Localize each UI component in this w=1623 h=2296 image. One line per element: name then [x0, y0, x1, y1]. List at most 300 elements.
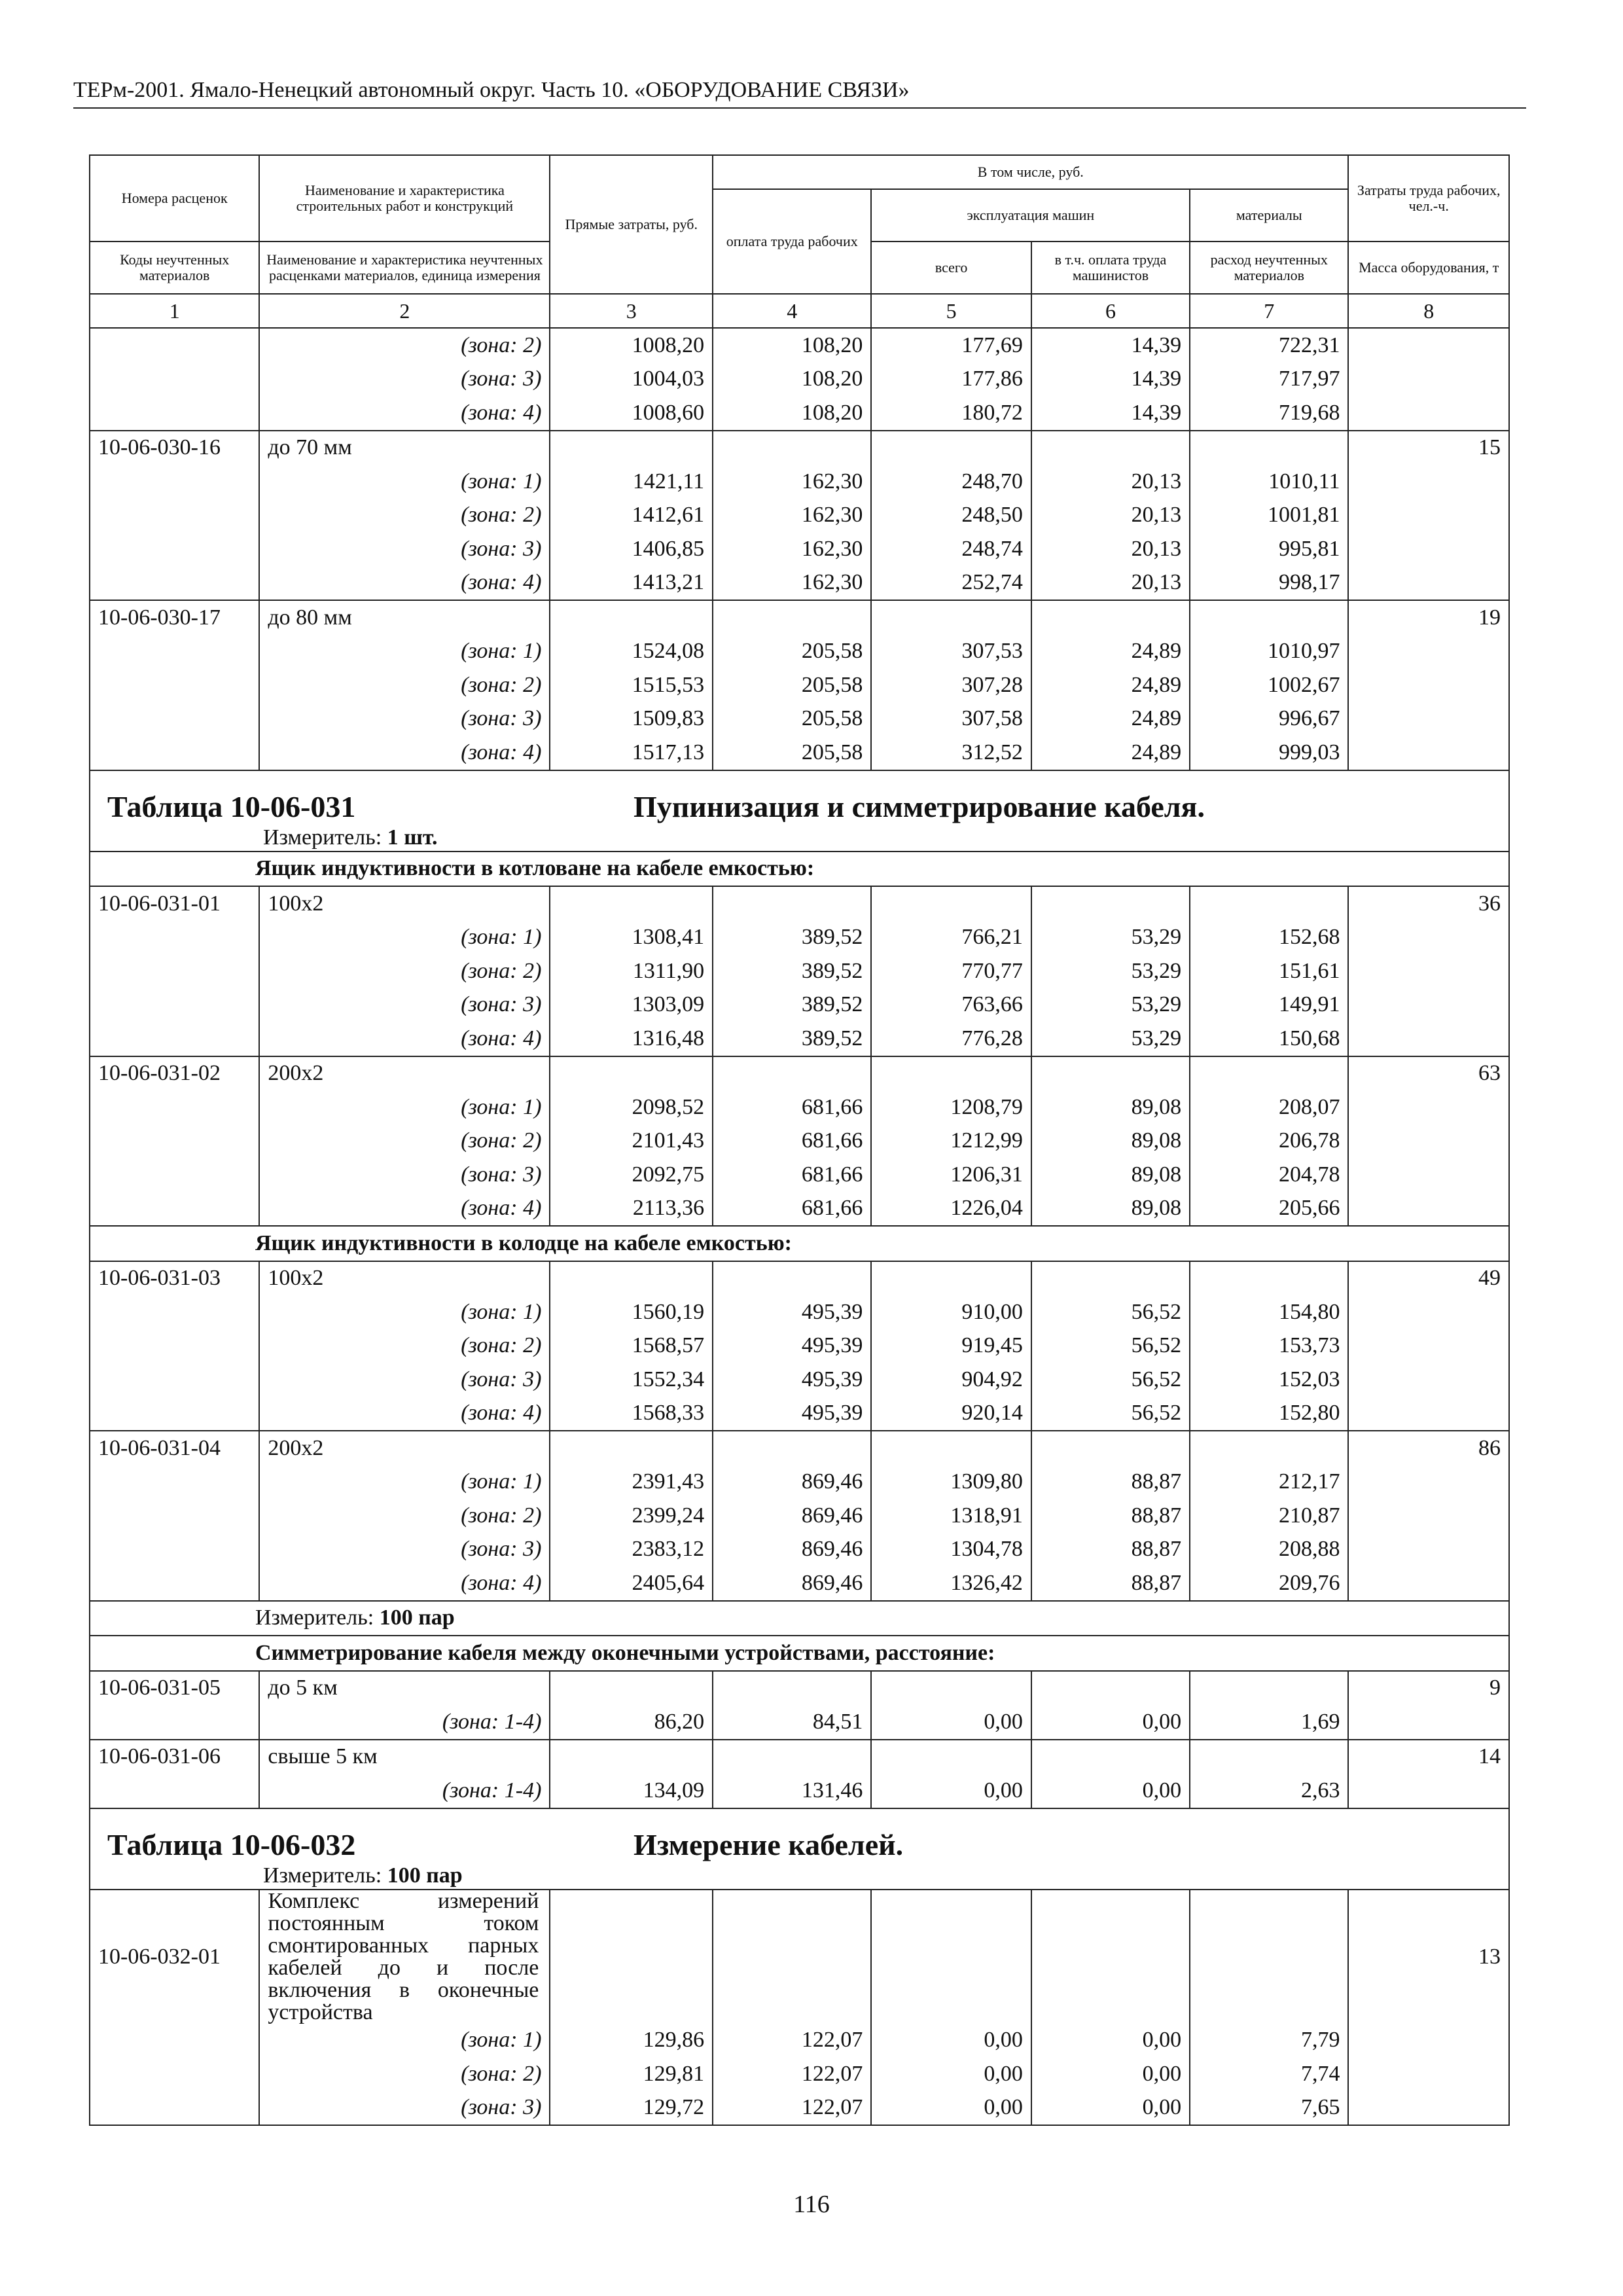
worker-pay: 122,07: [713, 2024, 871, 2058]
direct-cost: 1303,09: [550, 988, 713, 1022]
blank-cell: [1348, 736, 1509, 770]
materials-cost: 151,61: [1190, 954, 1348, 988]
blank-cell: [871, 1890, 1031, 2024]
rates-table: [89, 154, 1510, 2126]
col-header-1a: Номера расценок: [90, 155, 259, 242]
direct-cost: 1008,60: [550, 396, 713, 431]
machine-total: 910,00: [871, 1295, 1031, 1329]
rate-name: 100х2: [259, 1261, 550, 1296]
blank-cell: [1348, 1295, 1509, 1329]
zone-row: [90, 363, 1509, 397]
machine-total: 248,50: [871, 499, 1031, 533]
blank-cell: [90, 2057, 259, 2091]
col-header-4: оплата труда рабочих: [713, 189, 871, 294]
zone-label: (зона: 4): [259, 566, 550, 601]
direct-cost: 1515,53: [550, 668, 713, 702]
rate-name: 100х2: [259, 886, 550, 921]
worker-pay: 84,51: [713, 1705, 871, 1740]
machinist-pay: 24,89: [1031, 668, 1190, 702]
rate-head-row: [90, 1431, 1509, 1465]
machine-total: 0,00: [871, 1705, 1031, 1740]
rate-head-row: [90, 886, 1509, 921]
col-number: 3: [550, 294, 713, 328]
col-header-mat: материалы: [1190, 189, 1348, 242]
worker-pay: 205,58: [713, 635, 871, 669]
rate-code: 10-06-031-02: [90, 1056, 259, 1091]
blank-cell: [1031, 1056, 1190, 1091]
col-header-8a: Затраты труда рабочих, чел.-ч.: [1348, 155, 1509, 242]
zone-label: (зона: 3): [259, 2091, 550, 2126]
machine-total: 1206,31: [871, 1158, 1031, 1192]
direct-cost: 129,86: [550, 2024, 713, 2058]
col-number: 7: [1190, 294, 1348, 328]
direct-cost: 2391,43: [550, 1465, 713, 1499]
worker-pay: 681,66: [713, 1124, 871, 1158]
zone-label: (зона: 2): [259, 668, 550, 702]
machine-total: 920,14: [871, 1397, 1031, 1431]
machine-total: 1226,04: [871, 1192, 1031, 1227]
measure-label: Измеритель:: [263, 825, 382, 850]
direct-cost: 1413,21: [550, 566, 713, 601]
blank-cell: [1348, 396, 1509, 431]
col-number: 8: [1348, 294, 1509, 328]
zone-label: (зона: 1): [259, 465, 550, 499]
direct-cost: 1560,19: [550, 1295, 713, 1329]
blank-cell: [90, 328, 259, 363]
blank-cell: [550, 600, 713, 635]
machine-total: 1208,79: [871, 1090, 1031, 1124]
worker-pay: 495,39: [713, 1329, 871, 1363]
worker-pay: 869,46: [713, 1533, 871, 1567]
blank-cell: [871, 600, 1031, 635]
blank-cell: [713, 1890, 871, 2024]
blank-cell: [90, 1090, 259, 1124]
zone-label: (зона: 3): [259, 1533, 550, 1567]
machine-total: 919,45: [871, 1329, 1031, 1363]
machine-total: 0,00: [871, 2091, 1031, 2126]
rate-head-row: [90, 1671, 1509, 1706]
materials-cost: 2,63: [1190, 1774, 1348, 1808]
blank-cell: [1348, 988, 1509, 1022]
zone-label: (зона: 3): [259, 363, 550, 397]
zone-row: [90, 465, 1509, 499]
col-header-3: Прямые затраты, руб.: [550, 155, 713, 294]
blank-cell: [90, 921, 259, 955]
zone-label: (зона: 4): [259, 1192, 550, 1227]
blank-cell: [90, 1022, 259, 1056]
direct-cost: 1568,57: [550, 1329, 713, 1363]
col-number: 1: [90, 294, 259, 328]
machine-total: 1326,42: [871, 1566, 1031, 1601]
zone-label: (зона: 1): [259, 635, 550, 669]
running-header: ТЕРм-2001. Ямало-Ненецкий автономный округ. Часть 10. «ОБОРУДОВАНИЕ СВЯЗИ»: [73, 77, 1526, 109]
worker-pay: 495,39: [713, 1363, 871, 1397]
machinist-pay: 53,29: [1031, 1022, 1190, 1056]
zone-row: [90, 1158, 1509, 1192]
zone-label: (зона: 1-4): [259, 1774, 550, 1808]
direct-cost: 134,09: [550, 1774, 713, 1808]
direct-cost: 2399,24: [550, 1499, 713, 1533]
blank-cell: [871, 431, 1031, 465]
zone-row: [90, 1124, 1509, 1158]
machine-total: 180,72: [871, 396, 1031, 431]
blank-cell: [1190, 1740, 1348, 1774]
blank-cell: [90, 1158, 259, 1192]
zone-label: (зона: 1): [259, 921, 550, 955]
machinist-pay: 56,52: [1031, 1329, 1190, 1363]
table-section-032: [90, 1808, 1509, 1890]
blank-cell: [1031, 600, 1190, 635]
blank-cell: [90, 702, 259, 736]
direct-cost: 86,20: [550, 1705, 713, 1740]
blank-cell: [713, 886, 871, 921]
blank-cell: [1348, 465, 1509, 499]
blank-cell: [1348, 2091, 1509, 2126]
rate-code: 10-06-031-01: [90, 886, 259, 921]
zone-label: (зона: 3): [259, 702, 550, 736]
blank-cell: [1348, 2057, 1509, 2091]
machinist-pay: 89,08: [1031, 1192, 1190, 1227]
materials-cost: 995,81: [1190, 532, 1348, 566]
measure-line: [90, 1601, 1509, 1636]
machinist-pay: 0,00: [1031, 1774, 1190, 1808]
blank-cell: [1348, 2024, 1509, 2058]
rate-code: 10-06-031-03: [90, 1261, 259, 1296]
blank-cell: [713, 1056, 871, 1091]
worker-pay: 122,07: [713, 2091, 871, 2126]
section-heading: Ящик индуктивности в котловане на кабеле емкостью:: [90, 852, 1509, 887]
blank-cell: [1348, 1499, 1509, 1533]
section-2: [90, 1226, 1509, 1261]
col-number: 5: [871, 294, 1031, 328]
rate-name: 200х2: [259, 1431, 550, 1465]
machine-total: 770,77: [871, 954, 1031, 988]
rate-name: до 5 км: [259, 1671, 550, 1706]
blank-cell: [90, 1295, 259, 1329]
worker-pay: 131,46: [713, 1774, 871, 1808]
zone-row: [90, 499, 1509, 533]
materials-cost: 209,76: [1190, 1566, 1348, 1601]
worker-pay: 389,52: [713, 1022, 871, 1056]
blank-cell: [1348, 532, 1509, 566]
measure-value: 100 пар: [379, 1605, 455, 1630]
worker-pay: 108,20: [713, 328, 871, 363]
materials-cost: 150,68: [1190, 1022, 1348, 1056]
blank-cell: [1348, 1158, 1509, 1192]
machinist-pay: 14,39: [1031, 396, 1190, 431]
direct-cost: 2405,64: [550, 1566, 713, 1601]
rate-head-row: [90, 1261, 1509, 1296]
blank-cell: [90, 1566, 259, 1601]
blank-cell: [90, 1533, 259, 1567]
zone-row: [90, 1192, 1509, 1227]
blank-cell: [1190, 1890, 1348, 2024]
zone-row: [90, 1090, 1509, 1124]
blank-cell: [1348, 499, 1509, 533]
rate-group: [90, 886, 1509, 1056]
machine-total: 904,92: [871, 1363, 1031, 1397]
rate-code: 10-06-031-05: [90, 1671, 259, 1706]
blank-cell: [550, 1261, 713, 1296]
machinist-pay: 20,13: [1031, 465, 1190, 499]
blank-cell: [1348, 702, 1509, 736]
zone-label: (зона: 4): [259, 396, 550, 431]
page-number: 116: [793, 2191, 830, 2218]
worker-pay: 162,30: [713, 566, 871, 601]
machinist-pay: 24,89: [1031, 702, 1190, 736]
machinist-pay: 20,13: [1031, 566, 1190, 601]
materials-cost: 7,65: [1190, 2091, 1348, 2126]
blank-cell: [1348, 921, 1509, 955]
machinist-pay: 88,87: [1031, 1465, 1190, 1499]
blank-cell: [1348, 566, 1509, 601]
col-header-1b: Коды неучтенных материалов: [90, 242, 259, 294]
materials-cost: 1010,11: [1190, 465, 1348, 499]
blank-cell: [90, 465, 259, 499]
blank-cell: [1190, 431, 1348, 465]
rate-name: свыше 5 км: [259, 1740, 550, 1774]
zone-row: [90, 396, 1509, 431]
materials-cost: 1001,81: [1190, 499, 1348, 533]
blank-cell: [1031, 1671, 1190, 1706]
machine-total: 1304,78: [871, 1533, 1031, 1567]
table-number: Таблица 10-06-032: [107, 1827, 356, 1861]
worker-pay: 162,30: [713, 465, 871, 499]
blank-cell: [90, 499, 259, 533]
blank-cell: [90, 396, 259, 431]
blank-cell: [713, 431, 871, 465]
materials-cost: 7,74: [1190, 2057, 1348, 2091]
labor-cost: 36: [1348, 886, 1509, 921]
materials-cost: 210,87: [1190, 1499, 1348, 1533]
zone-label: (зона: 1): [259, 1295, 550, 1329]
blank-cell: [90, 954, 259, 988]
machine-total: 0,00: [871, 2024, 1031, 2058]
zone-label: (зона: 1): [259, 1465, 550, 1499]
zone-label: (зона: 2): [259, 328, 550, 363]
blank-cell: [1190, 600, 1348, 635]
blank-cell: [90, 2024, 259, 2058]
blank-cell: [1348, 1022, 1509, 1056]
labor-cost: 49: [1348, 1261, 1509, 1296]
blank-cell: [1348, 1774, 1509, 1808]
blank-cell: [1031, 1261, 1190, 1296]
rate-code: 10-06-030-17: [90, 600, 259, 635]
materials-cost: 1002,67: [1190, 668, 1348, 702]
zone-row: [90, 2057, 1509, 2091]
machinist-pay: 56,52: [1031, 1363, 1190, 1397]
col-header-5: всего: [871, 242, 1031, 294]
worker-pay: 162,30: [713, 499, 871, 533]
machinist-pay: 89,08: [1031, 1124, 1190, 1158]
zone-label: (зона: 1): [259, 2024, 550, 2058]
col-header-7: расход неучтенных материалов: [1190, 242, 1348, 294]
worker-pay: 205,58: [713, 702, 871, 736]
rate-code: 10-06-031-06: [90, 1740, 259, 1774]
zone-row: [90, 1329, 1509, 1363]
worker-pay: 869,46: [713, 1499, 871, 1533]
rate-code: 10-06-032-01: [90, 1890, 259, 2024]
blank-cell: [1348, 328, 1509, 363]
zone-row: [90, 1705, 1509, 1740]
blank-cell: [550, 1890, 713, 2024]
blank-cell: [550, 886, 713, 921]
blank-cell: [1348, 1566, 1509, 1601]
worker-pay: 389,52: [713, 921, 871, 955]
rate-group: [90, 431, 1509, 601]
machinist-pay: 0,00: [1031, 2057, 1190, 2091]
machinist-pay: 89,08: [1031, 1158, 1190, 1192]
materials-cost: 1010,97: [1190, 635, 1348, 669]
blank-cell: [1348, 1329, 1509, 1363]
blank-cell: [1031, 1740, 1190, 1774]
zone-row: [90, 2091, 1509, 2126]
direct-cost: 2101,43: [550, 1124, 713, 1158]
blank-cell: [1031, 886, 1190, 921]
materials-cost: 1,69: [1190, 1705, 1348, 1740]
blank-cell: [550, 1671, 713, 1706]
zone-label: (зона: 4): [259, 1022, 550, 1056]
materials-cost: 998,17: [1190, 566, 1348, 601]
machine-total: 307,58: [871, 702, 1031, 736]
rate-group: [90, 1740, 1509, 1808]
direct-cost: 129,81: [550, 2057, 713, 2091]
machine-total: 307,28: [871, 668, 1031, 702]
blank-cell: [713, 1740, 871, 1774]
zone-row: [90, 702, 1509, 736]
zone-row: [90, 635, 1509, 669]
zone-label: (зона: 1): [259, 1090, 550, 1124]
blank-cell: [871, 1261, 1031, 1296]
blank-cell: [1190, 886, 1348, 921]
blank-cell: [90, 1363, 259, 1397]
measure-line: [98, 825, 1501, 851]
zone-row: [90, 736, 1509, 770]
zone-row: [90, 1566, 1509, 1601]
table-section-031: [90, 770, 1509, 887]
machine-total: 0,00: [871, 2057, 1031, 2091]
worker-pay: 162,30: [713, 532, 871, 566]
rate-head-row: [90, 1740, 1509, 1774]
rate-name: до 80 мм: [259, 600, 550, 635]
zone-row: [90, 1533, 1509, 1567]
materials-cost: 722,31: [1190, 328, 1348, 363]
direct-cost: 1008,20: [550, 328, 713, 363]
zone-label: (зона: 3): [259, 1158, 550, 1192]
blank-cell: [1348, 1124, 1509, 1158]
labor-cost: 19: [1348, 600, 1509, 635]
materials-cost: 996,67: [1190, 702, 1348, 736]
labor-cost: 86: [1348, 1431, 1509, 1465]
blank-cell: [1190, 1431, 1348, 1465]
zone-label: (зона: 4): [259, 1397, 550, 1431]
materials-cost: 154,80: [1190, 1295, 1348, 1329]
blank-cell: [550, 1431, 713, 1465]
column-numbers-row: [90, 294, 1509, 328]
machinist-pay: 24,89: [1031, 635, 1190, 669]
direct-cost: 2113,36: [550, 1192, 713, 1227]
materials-cost: 208,07: [1190, 1090, 1348, 1124]
blank-cell: [1031, 1431, 1190, 1465]
materials-cost: 212,17: [1190, 1465, 1348, 1499]
rate-head-row: [90, 431, 1509, 465]
rate-code: 10-06-031-04: [90, 1431, 259, 1465]
direct-cost: 1509,83: [550, 702, 713, 736]
rate-group: [90, 1431, 1509, 1601]
col-header-2b: Наименование и характеристика неучтенных расценками материалов, единица измерения: [259, 242, 550, 294]
rate-group: [90, 1261, 1509, 1431]
materials-cost: 152,03: [1190, 1363, 1348, 1397]
zone-row: [90, 1397, 1509, 1431]
measure-label: Измеритель:: [255, 1605, 374, 1630]
zone-label: (зона: 2): [259, 1329, 550, 1363]
labor-cost: 13: [1348, 1890, 1509, 2024]
blank-cell: [550, 1056, 713, 1091]
worker-pay: 205,58: [713, 736, 871, 770]
col-number: 6: [1031, 294, 1190, 328]
machinist-pay: 89,08: [1031, 1090, 1190, 1124]
zone-label: (зона: 1-4): [259, 1705, 550, 1740]
zone-label: (зона: 2): [259, 499, 550, 533]
worker-pay: 495,39: [713, 1397, 871, 1431]
col-number: 4: [713, 294, 871, 328]
materials-cost: 149,91: [1190, 988, 1348, 1022]
worker-pay: 389,52: [713, 954, 871, 988]
blank-cell: [871, 1431, 1031, 1465]
machine-total: 1318,91: [871, 1499, 1031, 1533]
machinist-pay: 53,29: [1031, 954, 1190, 988]
blank-cell: [1348, 1465, 1509, 1499]
zone-row: [90, 2024, 1509, 2058]
machine-total: 248,70: [871, 465, 1031, 499]
blank-cell: [1348, 1090, 1509, 1124]
blank-cell: [1348, 1397, 1509, 1431]
col-header-incl: В том числе, руб.: [713, 155, 1348, 189]
machinist-pay: 0,00: [1031, 2024, 1190, 2058]
machinist-pay: 53,29: [1031, 921, 1190, 955]
blank-cell: [1031, 1890, 1190, 2024]
materials-cost: 152,68: [1190, 921, 1348, 955]
direct-cost: 2098,52: [550, 1090, 713, 1124]
zone-row: [90, 1295, 1509, 1329]
materials-cost: 717,97: [1190, 363, 1348, 397]
worker-pay: 495,39: [713, 1295, 871, 1329]
col-header-6: в т.ч. оплата труда машинистов: [1031, 242, 1190, 294]
zone-row: [90, 1774, 1509, 1808]
machine-total: 0,00: [871, 1774, 1031, 1808]
machine-total: 312,52: [871, 736, 1031, 770]
zone-label: (зона: 3): [259, 532, 550, 566]
blank-cell: [90, 1499, 259, 1533]
zone-row: [90, 1022, 1509, 1056]
blank-cell: [1348, 1192, 1509, 1227]
machinist-pay: 88,87: [1031, 1566, 1190, 1601]
blank-cell: [90, 1192, 259, 1227]
zone-row: [90, 1363, 1509, 1397]
rate-group: [90, 600, 1509, 770]
machinist-pay: 88,87: [1031, 1533, 1190, 1567]
direct-cost: 1517,13: [550, 736, 713, 770]
direct-cost: 1412,61: [550, 499, 713, 533]
zone-label: (зона: 4): [259, 736, 550, 770]
zone-row: [90, 1465, 1509, 1499]
machine-total: 776,28: [871, 1022, 1031, 1056]
blank-cell: [1348, 363, 1509, 397]
direct-cost: 1004,03: [550, 363, 713, 397]
machinist-pay: 20,13: [1031, 532, 1190, 566]
direct-cost: 1311,90: [550, 954, 713, 988]
zone-row: [90, 1499, 1509, 1533]
